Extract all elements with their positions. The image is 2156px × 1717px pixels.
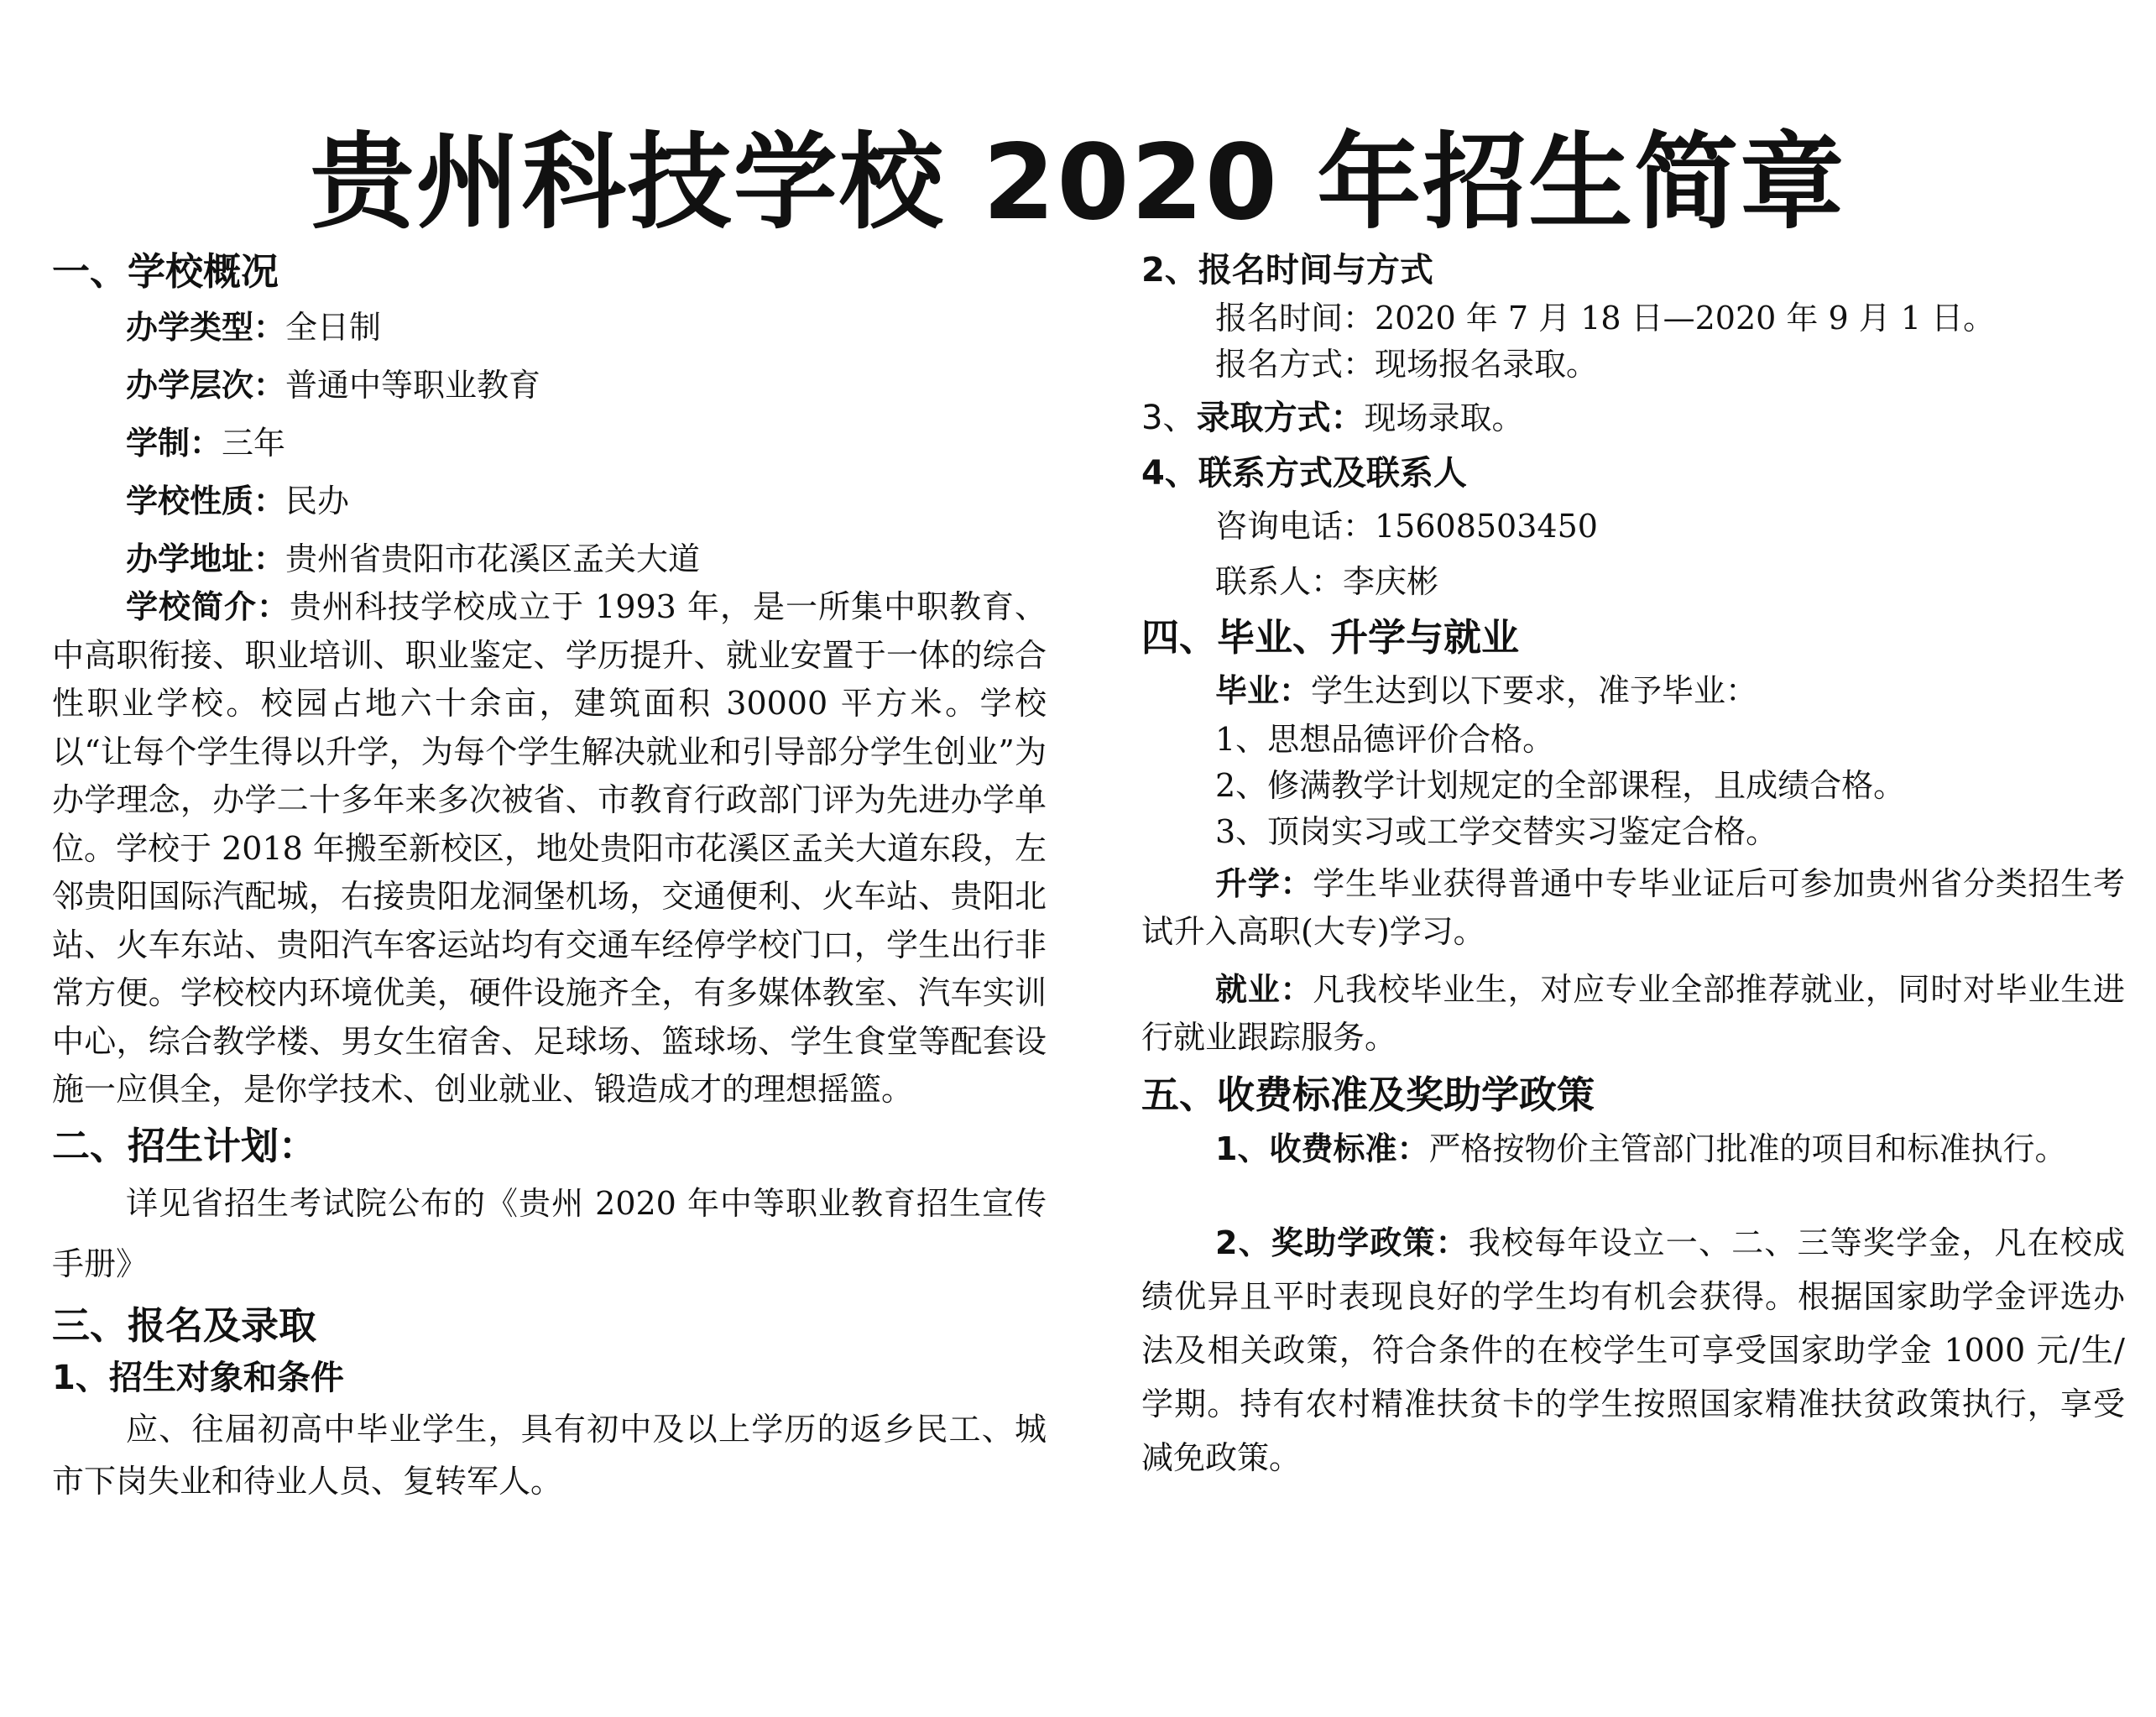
further-study-text: 升学：学生毕业获得普通中专毕业证后可参加贵州省分类招生考试升入高职(大专)学习。 bbox=[1141, 865, 2125, 950]
registration-time: 报名时间：2020 年 7 月 18 日—2020 年 9 月 1 日。 bbox=[1215, 300, 1996, 337]
page-title: 贵州科技学校 2020 年招生简章 bbox=[310, 123, 1846, 243]
school-intro-paragraph: 学校简介：贵州科技学校成立于 1993 年，是一所集中职教育、中高职衔接、职业培训、职业鉴定、学历提升、就业安置于一体的综合性职业学校。校园占地六十余亩，建筑面积 30000 平方米。学校以“让每个学生得以升学，为每个学生解决就业和引导部分学生创业”为办学理念，办学二十多年来多次被省、市教育行政部门评为先进办学单位。学校于 2018 年搬至新校区，地处贵阳市花溪区孟关大道东段，左邻贵阳国际汽配城，右接贵阳龙洞堡机场，交通便利、火车站、贵阳北站、火车东站、贵阳汽车客运站均有交通车经停学校门口，学生出行非常方便。学校校内环境优美，硬件设施齐全，有多媒体教室、汽车实训中心，综合教学楼、男女生宿舍、足球场、篮球场、学生食堂等配套设施一应俱全，是你学技术、创业就业、锻造成才的理想摇篮。 bbox=[52, 588, 1047, 1108]
section-graduation-heading: 四、毕业、升学与就业 bbox=[1141, 615, 1520, 660]
registration-method: 报名方式：现场报名录取。 bbox=[1215, 346, 1599, 383]
financial-aid-text: 2、奖助学政策：我校每年设立一、二、三等奖学金，凡在校成绩优异且平时表现良好的学生均有机会获得。根据国家助学金评选办法及相关政策，符合条件的在校学生可享受国家助学金 1000 元/生/学期。持有农村精准扶贫卡的学生按照国家精准扶贫政策执行，享受减免政策。 bbox=[1141, 1224, 2125, 1476]
contact-person: 联系人：李庆彬 bbox=[1215, 563, 1439, 600]
target-text: 应、往届初高中毕业学生，具有初中及以上学历的返乡民工、城市下岗失业和待业人员、复转军人。 bbox=[52, 1410, 1047, 1500]
info-row-type: 办学类型：全日制 bbox=[126, 309, 382, 346]
section-registration-heading: 三、报名及录取 bbox=[52, 1302, 317, 1348]
section-fees-heading: 五、收费标准及奖助学政策 bbox=[1141, 1072, 1595, 1117]
spacer bbox=[1141, 1176, 2125, 1216]
enrollment-plan-text: 详见省招生考试院公布的《贵州 2020 年中等职业教育招生宣传手册》 bbox=[52, 1184, 1047, 1282]
fee-standard-text: 1、收费标准：严格按物价主管部门批准的项目和标准执行。 bbox=[1215, 1130, 2067, 1167]
left-column bbox=[52, 245, 1047, 1507]
info-row-address: 办学地址：贵州省贵阳市花溪区孟关大道 bbox=[126, 540, 701, 577]
graduation-requirement: 毕业：学生达到以下要求，准予毕业： bbox=[1215, 672, 1758, 709]
right-column bbox=[1141, 245, 2125, 1485]
graduation-item: 1、思想品德评价合格。 bbox=[1215, 721, 1555, 758]
section-enrollment-plan-heading: 二、招生计划： bbox=[52, 1123, 317, 1168]
section-school-overview-heading: 一、学校概况 bbox=[52, 249, 279, 294]
info-row-level: 办学层次：普通中等职业教育 bbox=[126, 367, 541, 404]
employment-text: 就业：凡我校毕业生，对应专业全部推荐就业，同时对毕业生进行就业跟踪服务。 bbox=[1141, 971, 2125, 1056]
sub-heading-contact: 4、联系方式及联系人 bbox=[1141, 454, 1467, 493]
contact-phone: 咨询电话：15608503450 bbox=[1215, 508, 1598, 545]
admission-method: 3、录取方式：现场录取。 bbox=[1141, 399, 1524, 437]
graduation-item: 2、修满教学计划规定的全部课程，且成绩合格。 bbox=[1215, 767, 1906, 804]
sub-heading-registration-time: 2、报名时间与方式 bbox=[1141, 251, 1433, 290]
info-row-nature: 学校性质：民办 bbox=[126, 483, 350, 519]
sub-heading-target: 1、招生对象和条件 bbox=[52, 1358, 344, 1397]
info-row-duration: 学制：三年 bbox=[126, 425, 286, 462]
graduation-item: 3、顶岗实习或工学交替实习鉴定合格。 bbox=[1215, 813, 1778, 850]
